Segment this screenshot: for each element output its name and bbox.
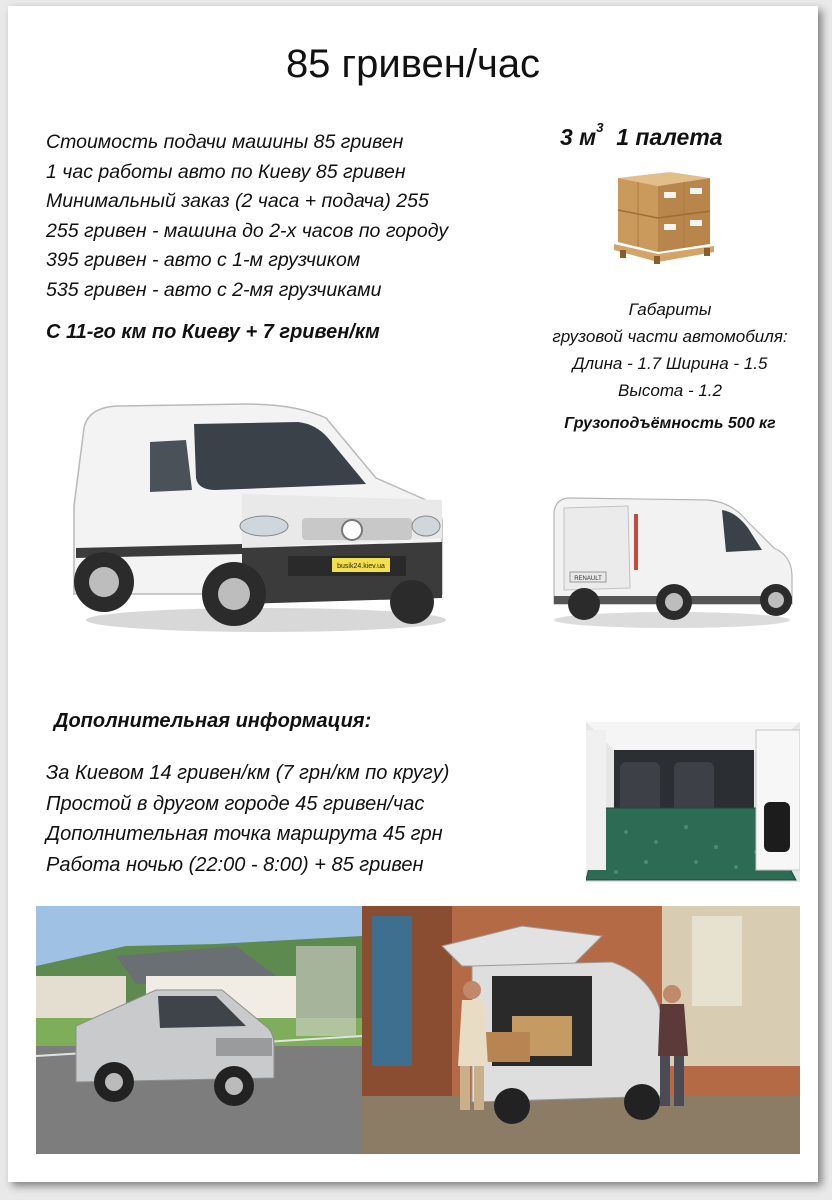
price-line: 535 гривен - авто с 2-мя грузчиками [46, 278, 382, 301]
dimensions-heading: Габариты [628, 300, 712, 319]
additional-info-line: Работа ночью (22:00 - 8:00) + 85 гривен [46, 853, 424, 876]
price-line: 395 гривен - авто с 1-м грузчиком [46, 249, 361, 271]
vw-caddy-van-image [66, 398, 452, 638]
dimensions-length-width: Длина - 1.7 Ширина - 1.5 [572, 354, 768, 373]
per-km-rate: С 11-го км по Киеву + 7 гривен/км [46, 321, 380, 343]
additional-info-line: Дополнительная точка маршрута 45 грн [46, 823, 443, 845]
price-line: 255 гривен - машина до 2-х часов по городу [46, 219, 449, 242]
volume-exponent: 3 [596, 120, 604, 135]
volume-amount: 3 м [560, 124, 597, 150]
price-line: 1 час работы авто по Киеву 85 гривен [46, 160, 406, 183]
dimensions-height: Высота - 1.2 [618, 381, 722, 400]
license-plate-text: busik24.kiev.ua [337, 563, 385, 570]
dimensions-subheading: грузовой части автомобиля: [552, 327, 788, 346]
cargo-dimensions [520, 296, 820, 404]
price-list [46, 128, 448, 305]
volume-pallet: 1 палета [616, 124, 723, 150]
kangoo-driving-photo [36, 906, 362, 1154]
additional-info-list [46, 758, 449, 880]
cargo-volume [560, 120, 723, 151]
additional-info-line: Простой в другом городе 45 гривен/час [46, 792, 425, 815]
additional-info-heading: Дополнительная информация: [54, 710, 372, 732]
price-sheet [8, 6, 818, 1182]
page-title: 85 гривен/час [285, 42, 541, 86]
load-capacity: Грузоподъёмность 500 кг [564, 415, 776, 432]
additional-info-line: За Киевом 14 гривен/км (7 грн/км по кругу) [46, 762, 450, 784]
pallet-boxes-image [612, 166, 716, 266]
loading-caddy-photo [362, 906, 800, 1154]
price-line: Стоимость подачи машины 85 гривен [46, 131, 404, 153]
price-line: Минимальный заказ (2 часа + подача) 255 [46, 190, 429, 212]
renault-badge-text: RENAULT [574, 576, 602, 582]
cargo-interior-image [586, 722, 800, 882]
renault-kangoo-van-image [548, 492, 796, 632]
